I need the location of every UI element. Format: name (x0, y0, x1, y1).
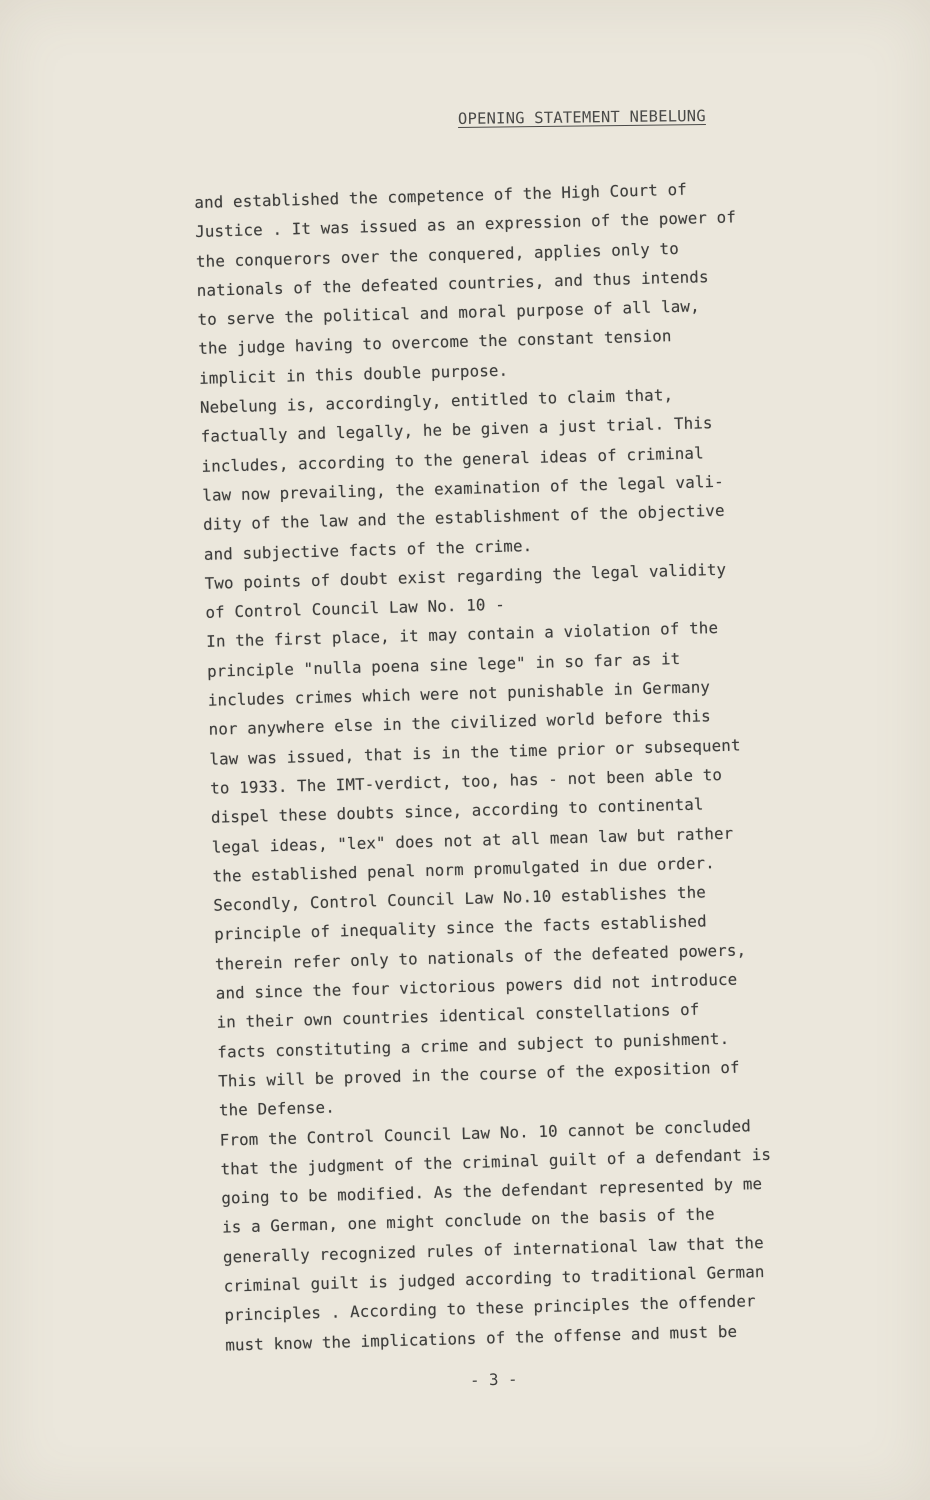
text-line: dity of the law and the establishment of the objective (202, 501, 725, 535)
text-line: to 1933. The IMT-verdict, too, has - not been able to (209, 764, 723, 798)
text-line: law was issued, that is in the time prior or subsequent (209, 735, 741, 769)
text-line: the Defense. (218, 1097, 336, 1120)
text-line: Justice . It was issued as an expression of the power of (194, 207, 737, 242)
text-line: From the Control Council Law No. 10 cannot be concluded (219, 1115, 752, 1150)
text-line: is a German, one might conclude on the basis of the (221, 1204, 715, 1238)
text-line: to serve the political and moral purpose of all law, (197, 296, 700, 330)
text-line: includes crimes which were not punishable in Germany (207, 677, 711, 710)
document-body (194, 170, 905, 1360)
text-line: principle "nulla poena sine lege" in so far as it (206, 648, 681, 681)
text-line: principle of inequality since the facts established (213, 911, 707, 945)
text-line: includes, according to the general ideas of criminal (201, 442, 704, 476)
text-line: the conquerors over the conquered, applies only to (195, 238, 680, 271)
text-line: the established penal norm promulgated in due order. (212, 852, 716, 886)
text-line: This will be proved in the course of the exposition of (217, 1057, 740, 1091)
text-line: and subjective facts of the crime. (203, 535, 533, 564)
document-heading: OPENING STATEMENT NEBELUNG (457, 106, 706, 128)
text-line: in their own countries identical constellations of (216, 999, 700, 1033)
text-line: the judge having to overcome the constant tension (198, 326, 672, 359)
text-line: nor anywhere else in the civilized world before this (208, 706, 712, 740)
text-line: facts constituting a crime and subject to punishment. (217, 1028, 730, 1062)
text-line: criminal guilt is judged according to traditional German (223, 1261, 765, 1296)
text-line: generally recognized rules of international law that the (222, 1232, 764, 1267)
text-line: factually and legally, he be given a just trial. This (200, 413, 713, 447)
text-line: dispel these doubts since, according to continental (210, 794, 704, 828)
text-line: and since the four victorious powers did not introduce (215, 969, 738, 1003)
text-line: of Control Council Law No. 10 - (205, 594, 506, 622)
text-line: legal ideas, "lex" does not at all mean law but rather (211, 823, 734, 857)
text-line: that the judgment of the criminal guilt of a defendant is (220, 1144, 772, 1179)
text-line: law now prevailing, the examination of the legal vali- (202, 471, 725, 505)
text-line: implicit in this double purpose. (198, 360, 509, 388)
text-line: and established the competence of the High Court of (194, 179, 688, 212)
text-line: Secondly, Control Council Law No.10 establishes the (213, 882, 707, 915)
text-line: nationals of the defeated countries, and thus intends (196, 267, 709, 300)
text-line: must know the implications of the offense and must be (225, 1321, 738, 1355)
page-number: - 3 - (469, 1369, 518, 1390)
text-line: Two points of doubt exist regarding the legal validity (204, 559, 727, 593)
text-line: Nebelung is, accordingly, entitled to claim that, (199, 385, 674, 417)
text-line: principles . According to these principles the offender (224, 1291, 756, 1325)
text-line: going to be modified. As the defendant represented by me (221, 1174, 763, 1208)
text-line: In the first place, it may contain a violation of the (206, 618, 719, 652)
text-line: therein refer only to nationals of the defeated powers, (214, 940, 747, 974)
